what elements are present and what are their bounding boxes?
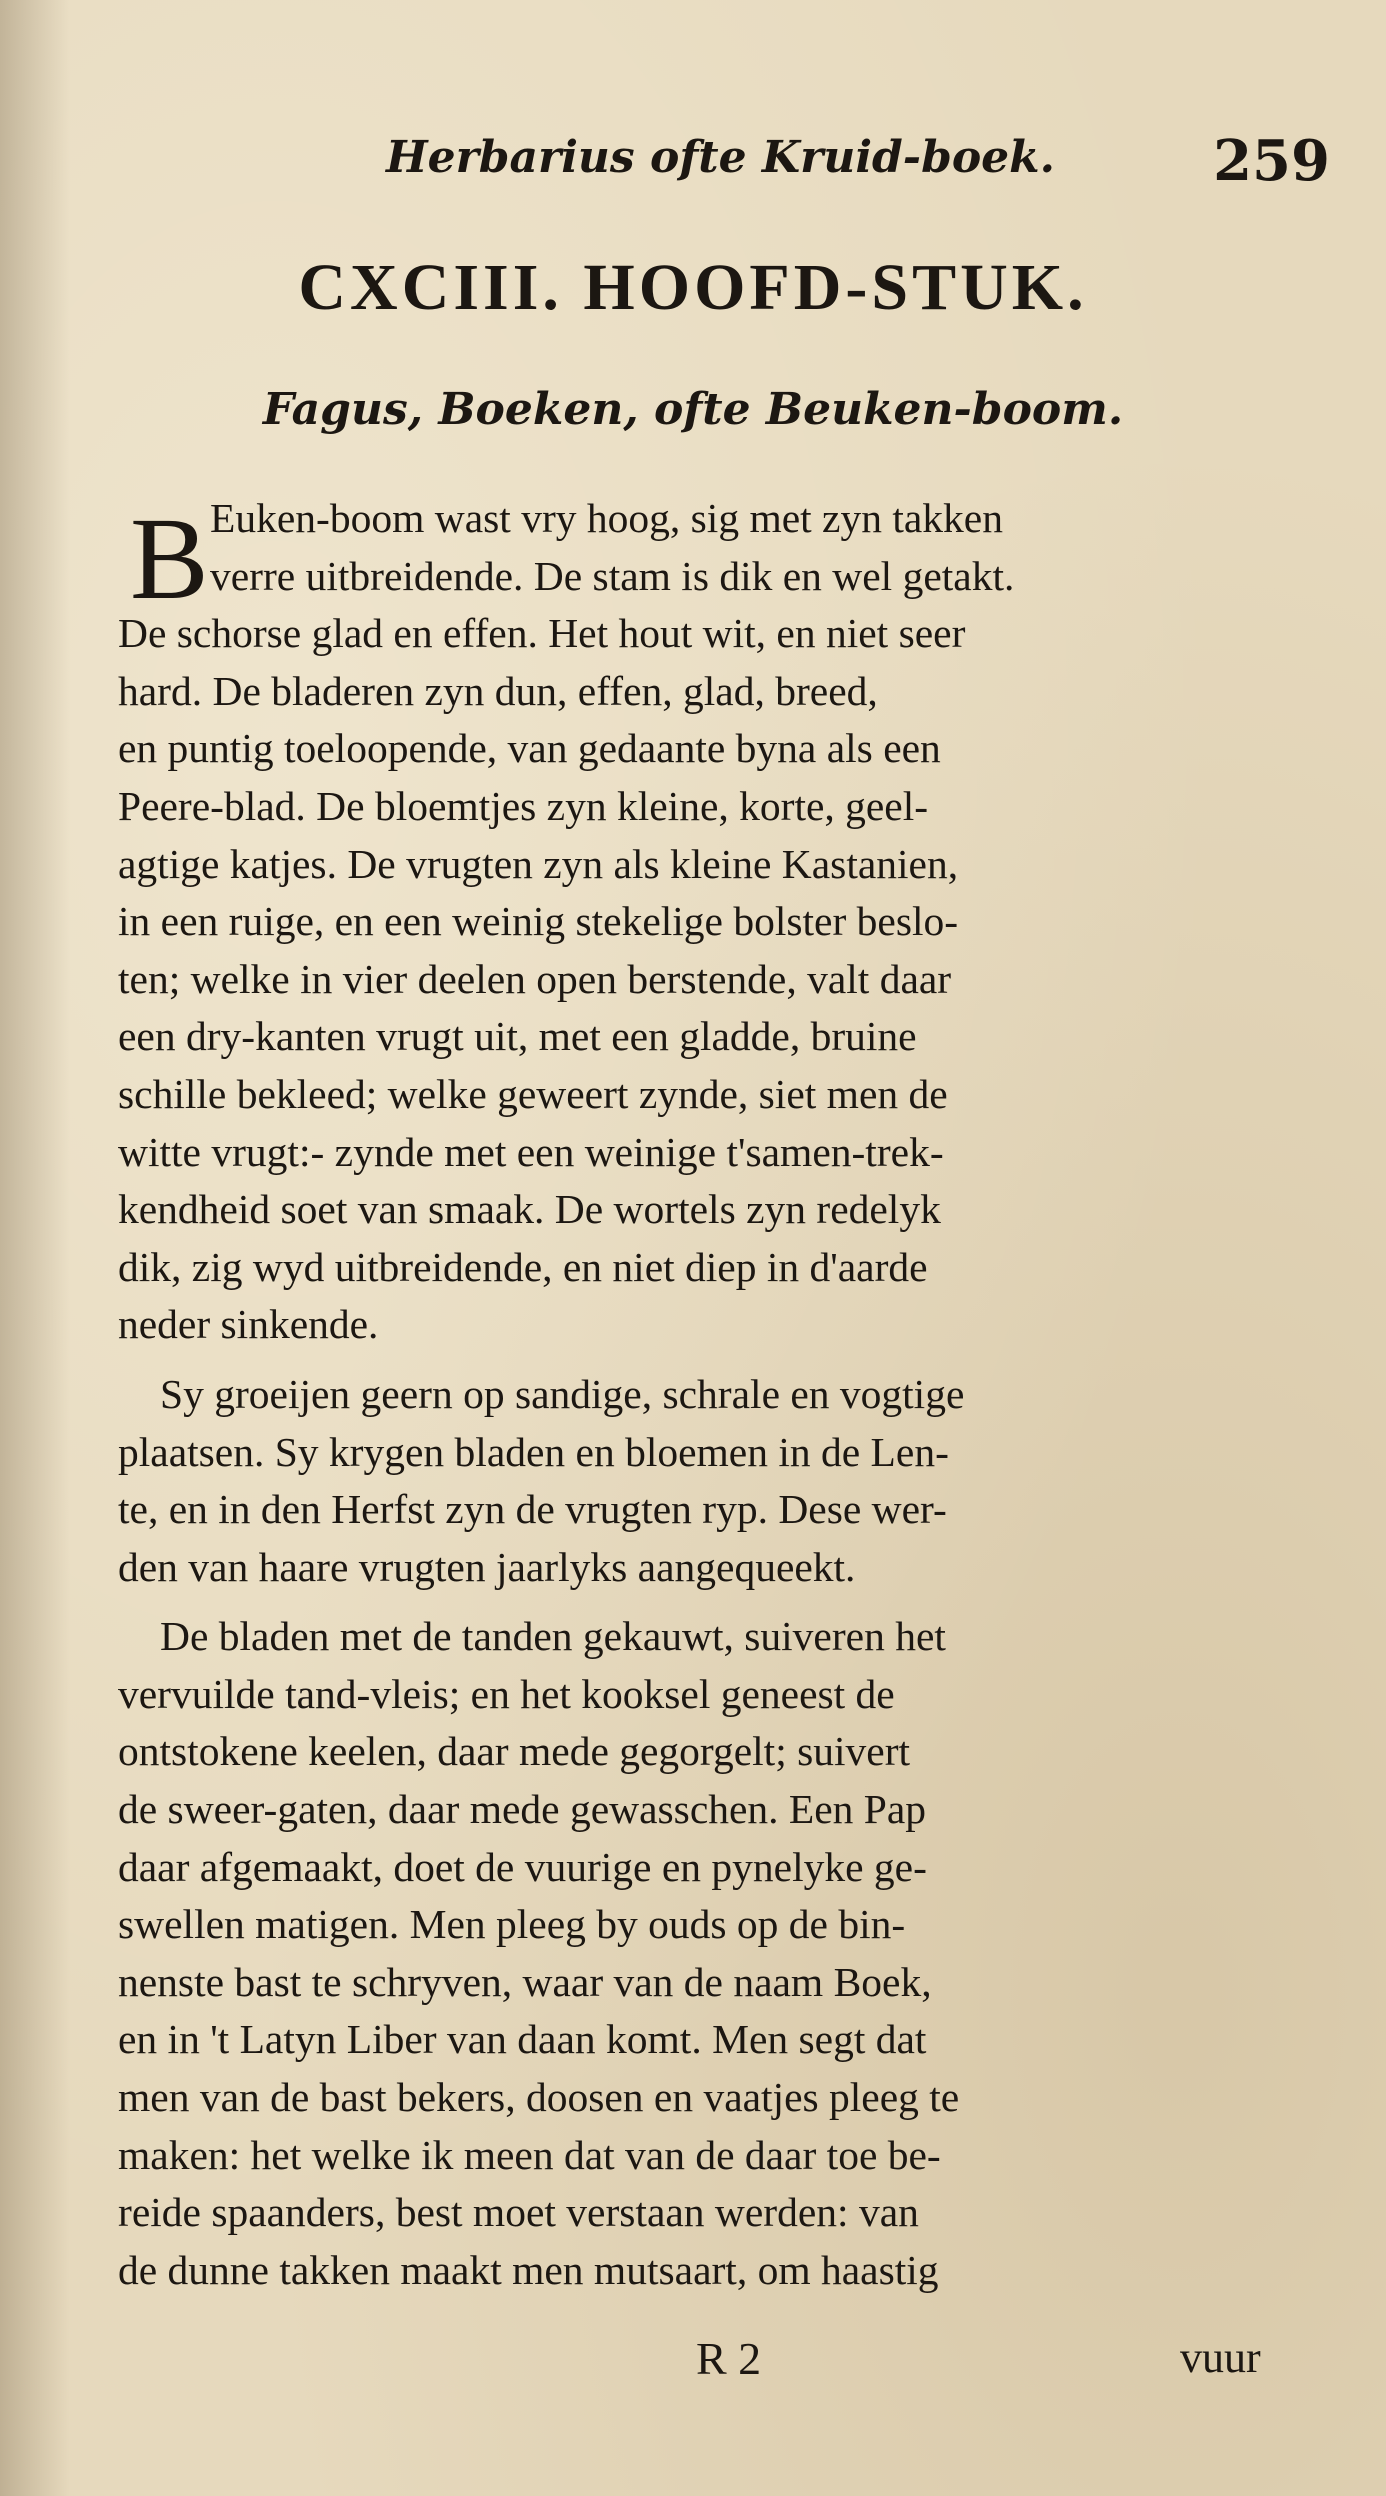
text-line: men van de bast bekers, doosen en vaatjes pleeg te [118,2074,960,2121]
text-line: en puntig toeloopende, van gedaante byna als een [118,725,941,772]
text-line: den van haare vrugten jaarlyks aangequeekt. [118,1543,856,1590]
text-line: vervuilde tand-vleis; en het kooksel geneest de [118,1670,895,1717]
text-line: reide spaanders, best moet verstaan werden: van [118,2189,919,2236]
text-line: de sweer-gaten, daar mede gewasschen. Een Pap [118,1786,927,1833]
text-line: en in 't Latyn Liber van daan komt. Men segt dat [118,2016,927,2063]
text-line: in een ruige, en een weinig stekelige bolster beslo- [118,898,959,945]
text-line: nenste bast te schryven, waar van de naam Boek, [118,1958,932,2005]
text-line: ten; welke in vier deelen open berstende, valt daar [118,955,952,1002]
text-line: hard. De bladeren zyn dun, effen, glad, breed, [118,667,878,714]
text-line: kendheid soet van smaak. De wortels zyn redelyk [118,1186,941,1233]
text-line: Euken-boom wast vry hoog, sig met zyn takken [210,495,1003,541]
page-number: 259 [1213,128,1330,194]
chapter-subtitle: Fagus, Boeken, ofte Beuken-boom. [262,384,1124,435]
text-line: De schorse glad en effen. Het hout wit, en niet seer [118,610,966,657]
text-line: dik, zig wyd uitbreidende, en niet diep in d'aarde [118,1243,928,1290]
text-line: te, en in den Herfst zyn de vrugten ryp. Dese wer- [118,1486,947,1533]
text-line: Peere-blad. De bloemtjes zyn kleine, korte, geel- [118,782,929,829]
text-line: witte vrugt:- zynde met een weinige t'samen-trek- [118,1128,944,1175]
catchword: vuur [1180,2333,1261,2382]
text-line: schille bekleed; welke geweert zynde, siet men de [118,1070,948,1117]
drop-cap: B [130,493,209,624]
text-line: daar afgemaakt, doet de vuurige en pynelyke ge- [118,1843,927,1890]
text-line: neder sinkende. [118,1301,379,1348]
text-line: De bladen met de tanden gekauwt, suiveren het [160,1613,946,1660]
text-line: maken: het welke ik meen dat van de daar toe be- [118,2131,941,2178]
gutter-shadow [0,0,70,2496]
text-line: de dunne takken maakt men mutsaart, om haastig [118,2246,939,2293]
text-line: een dry-kanten vrugt uit, met een gladde, bruine [118,1013,917,1060]
text-line: plaatsen. Sy krygen bladen en bloemen in de Len- [118,1428,949,1475]
text-line: swellen matigen. Men pleeg by ouds op de bin- [118,1901,906,1948]
chapter-title: CXCIII. HOOFD-STUK. [298,251,1088,324]
signature-mark: R 2 [696,2333,762,2384]
running-title: Herbarius ofte Kruid-boek. [386,132,1055,183]
text-line: verre uitbreidende. De stam is dik en wel getakt. [210,552,1015,599]
body-text [118,490,1318,2299]
text-line: Sy groeijen geern op sandige, schrale en vogtige [160,1370,965,1417]
text-line: ontstokene keelen, daar mede gegorgelt; suivert [118,1728,911,1775]
text-line: agtige katjes. De vrugten zyn als kleine Kastanien, [118,840,959,887]
